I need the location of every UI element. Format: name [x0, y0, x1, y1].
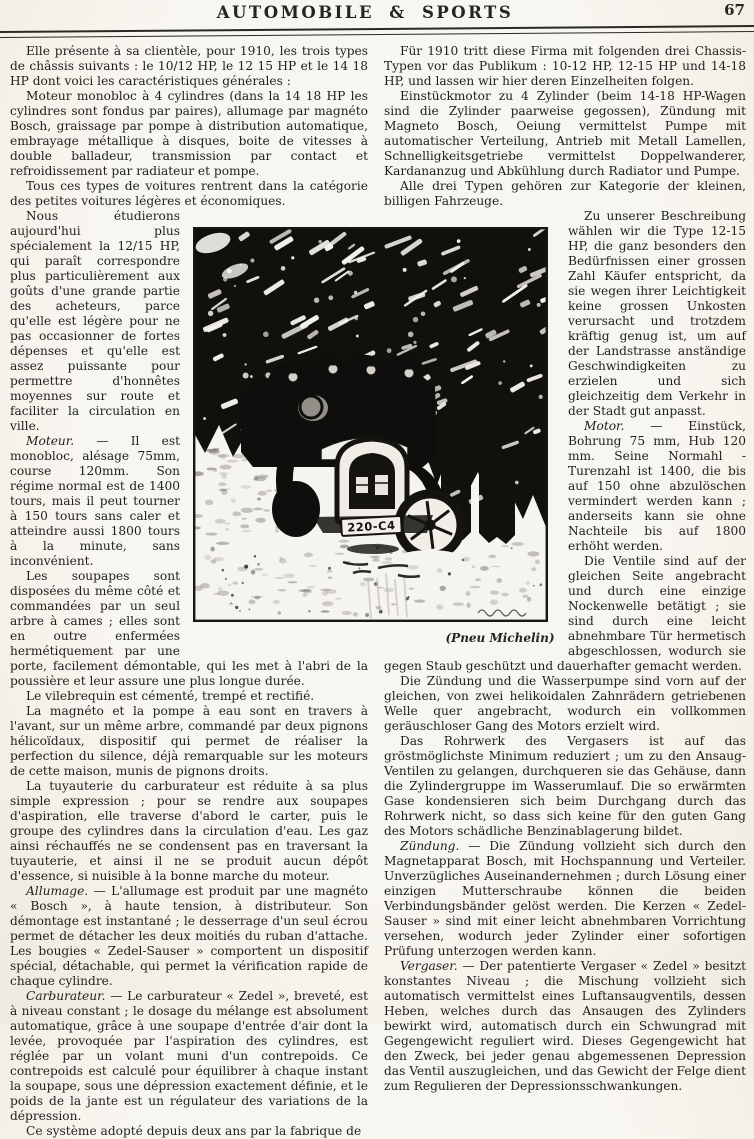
paragraph: Die Ventile sind auf der gleichen Seite angebracht und durch eine einzige Nockenwelle betätigt ; sie sind durch eine leicht abnehmbare Tür hermetisch abgeschlossen, wodurch sie gegen Staub geschützt und dauerhafter gemacht werden.	[384, 554, 746, 673]
paragraph: Einstückmotor zu 4 Zylinder (beim 14-18 HP-Wagen sind die Zylinder paarweise gegossen), Zündung mit Magneto Bosch, Oeiung vermittelst Pumpe mit automatischer Verteilung, Antrieb mit Metall Lamellen, Schnelligkeitsgetriebe vermittelst Doppelwanderer, Kardananzug und Abkühlung durch Radiator und Pumpe.	[384, 89, 746, 178]
paragraph: Tous ces types de voitures rentrent dans la catégorie des petites voitures légères et économiques.	[10, 179, 368, 208]
paragraph: Motor. — Einstück, Bohrung 75 mm, Hub 120 mm. Seine Normahl - Turenzahl ist 1400, die bis auf 150 ohne abzulöschen vermindert werden kann ; anderseits kann sie ohne Nachteile bis auf 1800 erhöht werden.	[568, 419, 746, 553]
paragraph: La tuyauterie du carburateur est réduite à sa plus simple expression ; pour se rendre aux soupapes d'aspiration, elle traverse d'abord le carter, puis le groupe des cylindres dans la circulation d'eau. Les gaz ainsi réchauffés ne se condensent pas en traversant la tuyauterie, et ainsi il ne se produit aucun dépôt d'essence, si nuisible à la bonne marche du moteur.	[10, 779, 368, 883]
paragraph: Elle présente à sa clientèle, pour 1910, les trois types de châssis suivants : le 10/12 HP, le 12 15 HP et le 14 18 HP dont voici les caractéristiques générales :	[10, 44, 368, 88]
paragraph: Les soupapes sont disposées du même côté et commandées par un seul arbre à cames ; elles sont en outre enfermées hermétiquement par une porte, facilement démontable, qui les met à l'abri de la poussière et leur assure une plus longue durée.	[10, 569, 368, 688]
header-rule	[0, 25, 754, 38]
paragraph: Alle drei Typen gehören zur Kategorie der kleinen, billigen Fahrzeuge.	[384, 179, 746, 208]
paragraph-lead: Zündung.	[400, 839, 469, 853]
paragraph: Carburateur. — Le carburateur « Zedel », breveté, est à niveau constant ; le dosage du mélange est absolument automatique, grâce à une soupape d'entrée d'air dont la levée, provoquée par l'aspiration des cylindres, est réglée par un volant muni d'un contrepoids. Ce contrepoids est calculé pour équilibrer à chaque instant la soupape, sous une dépression exactement définie, et le poids de la jante est un régulateur des variations de la dépression.	[10, 989, 368, 1123]
paragraph: Moteur. — Il est monobloc, alésage 75mm, course 120mm. Son régime normal est de 1400 tours, mais il peut tourner à 150 tours sans caler et atteindre aussi 1800 tours à la minute, sans inconvénient.	[10, 434, 181, 568]
photo-caption: (Pneu Michelin)	[445, 631, 555, 645]
page-number: 67	[724, 1, 745, 19]
paragraph: Nous étudierons aujourd'hui plus spécialement la 12/15 HP, qui paraît correspondre plus particulièrement aux goûts d'une grande partie des acheteurs, parce qu'elle est légère pour ne pas occasionner de fortes dépenses et qu'elle est assez puissante pour permettre d'honnêtes moyennes sur route et faciliter la circulation en ville.	[10, 209, 180, 433]
paragraph: La magnéto et la pompe à eau sont en travers à l'avant, sur un même arbre, commandé par deux pignons hélicoïdaux, dispositif qui permet de réaliser la perfection du silence, déjà remarquable sur les moteurs de cette maison, munis de pignons droits.	[10, 704, 368, 778]
car-in-snow-photo	[193, 227, 548, 622]
paragraph: Das Rohrwerk des Vergasers ist auf das gröstmöglichste Minimum reduziert ; um zu den Ansaug-Ventilen zu gelangen, durchqueren sie das Gehäuse, dann die Zylindergruppe im Wasserumlauf. Die so erwärmten Gase kondensieren sich beim Durchgang durch das Rohrwerk nicht, so dass sich keine für den guten Gang des Motors schädliche Benzinablagerung bildet.	[384, 734, 746, 838]
paragraph-lead: Carburateur.	[26, 989, 111, 1003]
paragraph: Allumage. — L'allumage est produit par une magnéto « Bosch », à haute tension, à distributeur. Son démontage est instantané ; le desserrage d'un seul écrou permet de détacher les deux moitiés du ruban d'attache. Les bougies « Zedel-Sauser » comportent un dispositif spécial, détachable, qui permet la vérification rapide de chaque cylindre.	[10, 884, 368, 988]
paragraph-lead: Allumage.	[26, 884, 94, 898]
paragraph: Ce système adopté depuis deux ans par la fabrique de	[26, 1124, 362, 1138]
paragraph: Moteur monobloc à 4 cylindres (dans la 14 18 HP les cylindres sont fondus par paires), allumage par magnéto Bosch, graissage par pompe à distribution automatique, embrayage métallique à disques, boite de vitesses à double balladeur, transmission par contact et refroidissement par radiateur et pompe.	[10, 89, 368, 178]
paragraph: Die Zündung und die Wasserpumpe sind vorn auf der gleichen, von zwei helikoidalen Zahnrädern getriebenen Welle quer angebracht, wodurch ein vollkommen geräuschloser Gang des Motors erzielt wird.	[384, 674, 746, 733]
license-plate	[341, 516, 402, 536]
photo-figure	[193, 227, 548, 622]
paragraph-lead: Moteur.	[26, 434, 97, 448]
page-title: AUTOMOBILE & SPORTS	[216, 3, 514, 22]
paragraph-lead: Vergaser.	[400, 959, 463, 973]
paragraph: Vergaser. — Der patentierte Vergaser « Zedel » besitzt konstantes Niveau ; die Mischung vollzieht sich automatisch vermittelst eines Luftansaugventils, dessen Heben, welches durch das Ansaugen des Zylinders bewirkt wird, automatisch durch ein Schwungrad mit Gegengewicht reguliert wird. Dieses Gegengewicht hat den Zweck, bei jeder genau abgemessenen Depression das Ventil auszugleichen, und das Gewicht der Felge dient zum Regulieren der Depressionsschwankungen.	[384, 959, 746, 1093]
paragraph: Zu unserer Beschreibung wählen wir die Type 12-15 HP, die ganz besonders den Bedürfnissen einer grossen Zahl Käufer entspricht, da sie wegen ihrer Leichtigkeit keine grossen Unkosten verursacht und trotzdem kräftig genug ist, um auf der Landstrasse anständige Geschwindigkeiten zu erzielen und sich gleichzeitig dem Verkehr in der Stadt gut anpasst.	[568, 209, 746, 418]
paragraph-lead: Motor.	[584, 419, 651, 433]
license-plate-text: 220-C4	[346, 518, 396, 535]
paragraph: Zündung. — Die Zündung vollzieht sich durch den Magnetapparat Bosch, mit Hochspannung und Verteiler. Unverzügliches Auseinandernehmen ; durch Lösung einer einzigen Mutterschraube können die beiden Verbindungsbänder gelöst werden. Die Kerzen « Zedel-Sauser » sind mit einer leicht abnehmbaren Vorrichtung versehen, wodurch jeder Zylinder einer sofortigen Prüfung unterzogen werden kann.	[384, 839, 747, 958]
paragraph: Für 1910 tritt diese Firma mit folgenden drei Chassis-Typen vor das Publikum : 10-12 HP, 12-15 HP und 14-18 HP, und lassen wir hier deren Einzelheiten folgen.	[384, 44, 746, 88]
paragraph: Le vilebrequin est cémenté, trempé et rectifié.	[26, 689, 315, 703]
